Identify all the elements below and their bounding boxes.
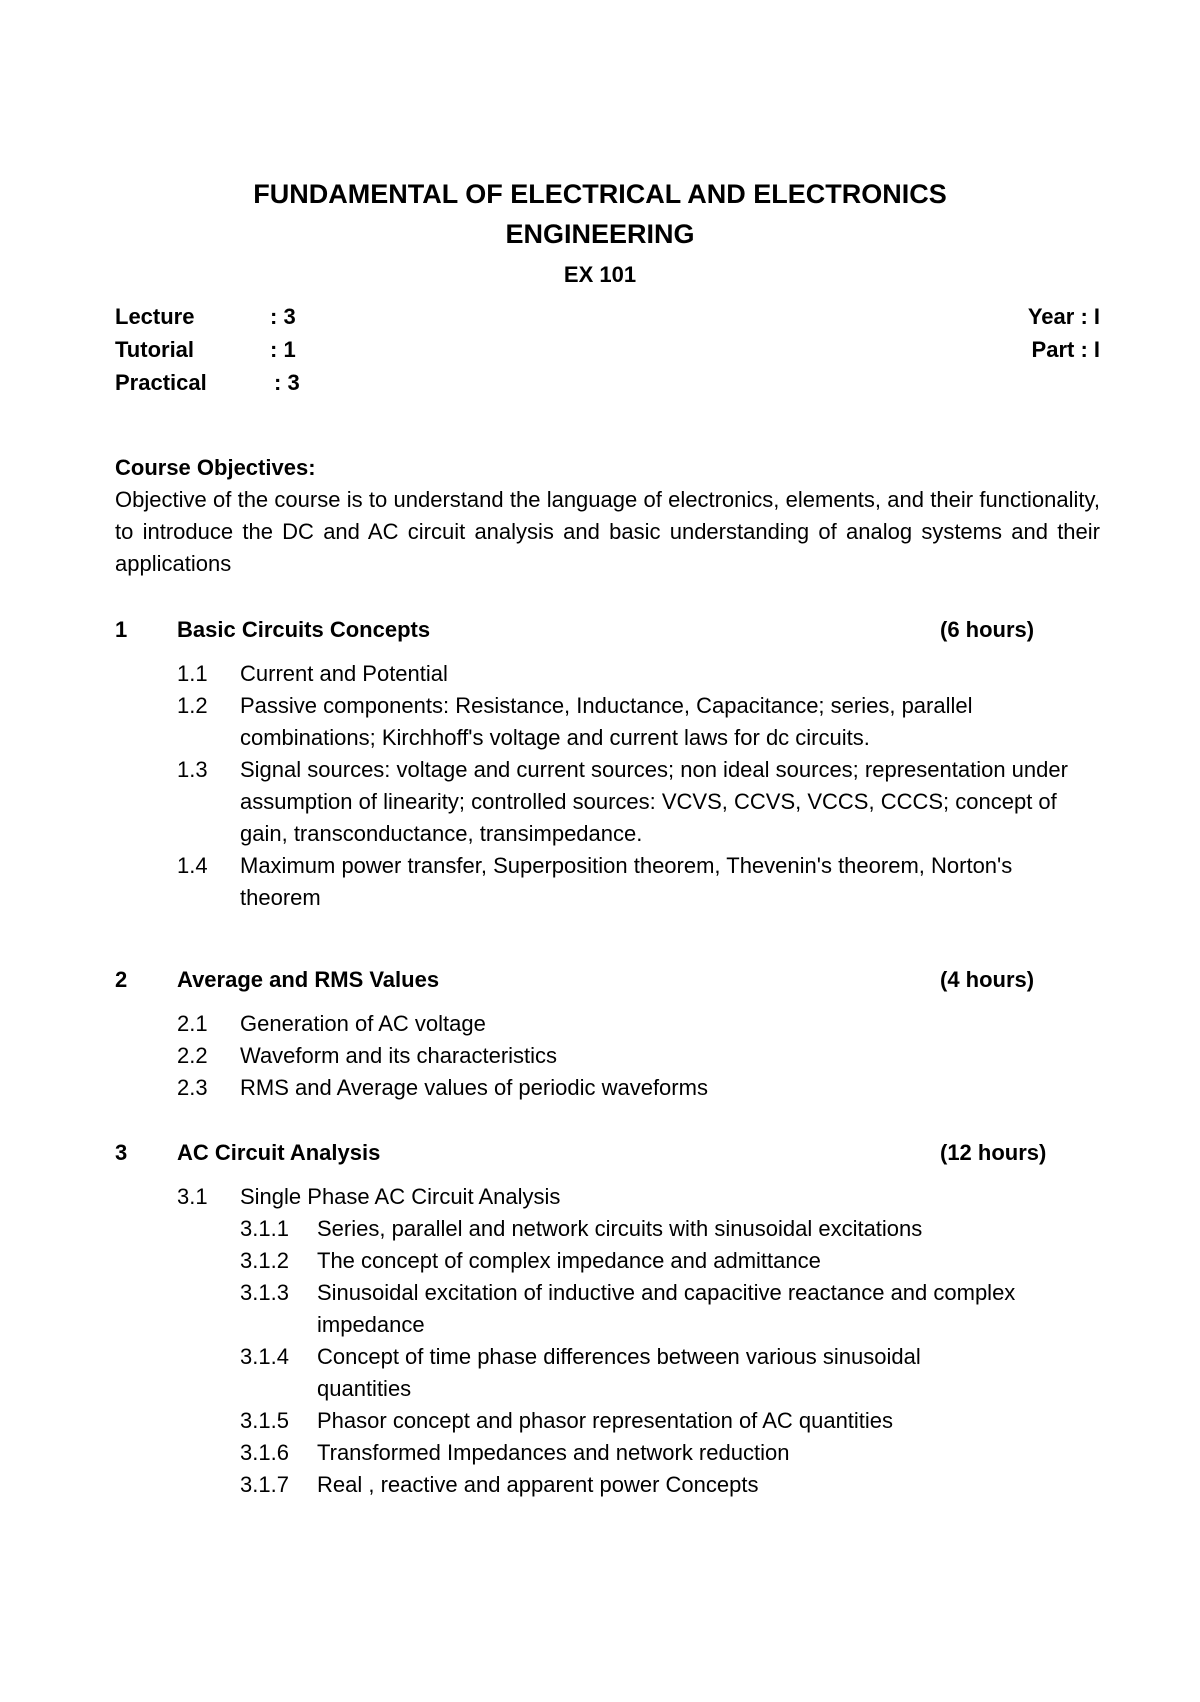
subitem-number: 3.1.2 [240,1248,289,1273]
item-number: 1.1 [177,661,208,686]
section-items [115,1008,1115,1104]
section-2 [115,964,1115,1104]
section-hours: (4 hours) [940,967,1035,992]
item-text: Generation of AC voltage [240,1011,486,1036]
section-items [115,1181,1115,1501]
item-number: 2.3 [177,1075,208,1100]
item-text: Current and Potential [240,661,448,686]
subitem-number: 3.1.1 [240,1216,289,1241]
objectives-heading: Course Objectives: [115,455,316,480]
part-value: Part : I [1031,337,1100,362]
subitem-number: 3.1.3 [240,1280,289,1305]
list-item [115,690,1115,754]
section-hours: (12 hours) [940,1140,1047,1165]
list-item [115,1008,1115,1040]
item-text: Maximum power transfer, Superposition theorem, Thevenin's theorem, Norton's theorem [240,853,1013,910]
item-text: Signal sources: voltage and current sources; non ideal sources; representation under assumption of linearity; controlled sources: VCVS, CCVS, VCCS, CCCS; concept of gain, transconductance, transimpedance. [240,757,1068,846]
sub-list-item [115,1213,1115,1245]
list-item [115,850,1115,914]
practical-label: Practical [115,370,207,395]
item-number: 1.3 [177,757,208,782]
list-item [115,1181,1115,1213]
item-text: Passive components: Resistance, Inductance, Capacitance; series, parallel combinations; Kirchhoff's voltage and current laws for dc circuits. [240,693,973,750]
subitem-text: Series, parallel and network circuits with sinusoidal excitations [317,1216,923,1241]
subitem-text: Phasor concept and phasor representation of AC quantities [317,1408,894,1433]
item-text: RMS and Average values of periodic waveforms [240,1075,708,1100]
tutorial-label: Tutorial [115,337,195,362]
title-block [0,174,1200,290]
meta-row-lecture [115,300,1100,333]
section-number: 3 [115,1140,128,1165]
year-value: Year : I [1027,304,1100,329]
course-meta [115,300,1100,399]
subitem-text: The concept of complex impedance and admittance [317,1248,821,1273]
sub-list-item [115,1341,1115,1405]
item-number: 2.2 [177,1043,208,1068]
subitem-text: Transformed Impedances and network reduction [317,1440,790,1465]
subitem-number: 3.1.7 [240,1472,289,1497]
meta-row-practical [115,366,1100,399]
list-item [115,658,1115,690]
list-item [115,1040,1115,1072]
section-1 [115,614,1115,914]
meta-row-tutorial [115,333,1100,366]
item-number: 2.1 [177,1011,208,1036]
subitem-text: Concept of time phase differences between various sinusoidal quantities [317,1344,921,1401]
item-number: 1.4 [177,853,208,878]
course-objectives [115,452,1100,580]
lecture-value: : 3 [270,304,296,329]
course-code: EX 101 [563,262,637,287]
item-text: Single Phase AC Circuit Analysis [240,1184,561,1209]
objectives-text: Objective of the course is to understand the language of electronics, elements, and their functionality, to introduce the DC and AC circuit analysis and basic understanding of analog systems and their applications [115,487,1100,576]
course-title-line2: ENGINEERING [505,219,695,249]
list-item [115,1072,1115,1104]
sub-list-item [115,1469,1115,1501]
tutorial-value: : 1 [270,337,296,362]
section-title: Average and RMS Values [177,967,440,992]
section-number: 2 [115,967,128,992]
sub-list-item [115,1245,1115,1277]
subitem-text: Sinusoidal excitation of inductive and capacitive reactance and complex impedance [317,1280,1016,1337]
section-title: Basic Circuits Concepts [177,617,431,642]
item-number: 3.1 [177,1184,208,1209]
subitem-text: Real , reactive and apparent power Concepts [317,1472,759,1497]
section-heading [115,964,1115,996]
subitem-number: 3.1.6 [240,1440,289,1465]
subitem-number: 3.1.4 [240,1344,289,1369]
item-number: 1.2 [177,693,208,718]
subitem-number: 3.1.5 [240,1408,289,1433]
section-3 [115,1137,1115,1501]
sub-list-item [115,1437,1115,1469]
section-title: AC Circuit Analysis [177,1140,381,1165]
section-hours: (6 hours) [940,617,1035,642]
course-title-line1: FUNDAMENTAL OF ELECTRICAL AND ELECTRONICS [253,179,947,209]
section-number: 1 [115,617,128,642]
section-heading [115,1137,1115,1169]
item-text: Waveform and its characteristics [240,1043,558,1068]
list-item [115,754,1115,850]
sub-list-item [115,1405,1115,1437]
sub-list-item [115,1277,1115,1341]
section-heading [115,614,1115,646]
section-items [115,658,1115,914]
lecture-label: Lecture [115,304,195,329]
practical-value: : 3 [274,370,300,395]
